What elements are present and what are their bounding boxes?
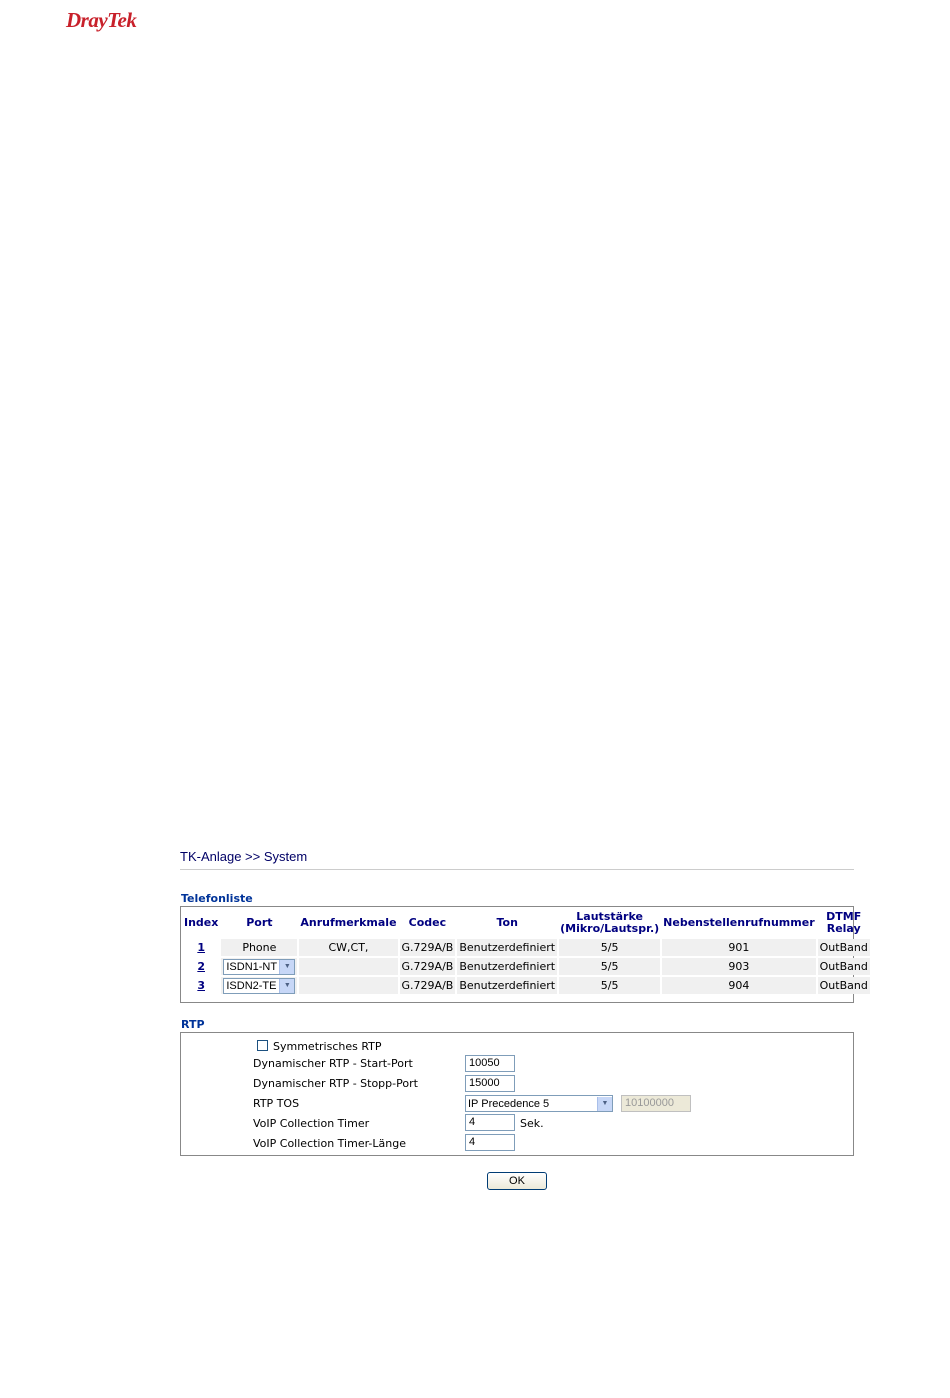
voip-timer-length-input[interactable]: 4 [465, 1134, 515, 1151]
voip-timer-unit: Sek. [520, 1117, 544, 1130]
ton-cell: Benutzerdefiniert [459, 979, 556, 992]
symmetric-rtp-checkbox[interactable] [257, 1040, 268, 1051]
stop-port-label: Dynamischer RTP - Stopp-Port [253, 1077, 418, 1090]
header-anrufmerkmale: Anrufmerkmale [300, 916, 397, 929]
index-link-3[interactable]: 3 [197, 979, 205, 992]
header-dtmf-line1: DTMF [826, 910, 862, 923]
header-codec: Codec [408, 916, 447, 929]
index-link-1[interactable]: 1 [197, 941, 205, 954]
phone-list-table [180, 906, 868, 1003]
table-row [183, 939, 870, 956]
header-index: Index [184, 916, 219, 929]
lautstaerke-cell: 5/5 [559, 958, 660, 975]
anrufmerkmale-cell [299, 958, 397, 975]
ton-cell: Benutzerdefiniert [459, 941, 556, 954]
port-select-2[interactable] [223, 959, 295, 975]
index-cell [183, 958, 219, 975]
port-select-3[interactable] [223, 978, 295, 994]
rtp-tos-value: IP Precedence 5 [468, 1097, 550, 1110]
nebenstelle-cell: 904 [662, 977, 815, 994]
port-cell [221, 977, 297, 994]
section-title-rtp: RTP [181, 1018, 205, 1031]
voip-timer-length-label: VoIP Collection Timer-Länge [253, 1137, 406, 1150]
header-port: Port [246, 916, 273, 929]
dtmf-cell: OutBand [819, 960, 868, 973]
nebenstelle-cell: 903 [662, 958, 815, 975]
table-row [183, 958, 870, 975]
rtp-tos-label: RTP TOS [253, 1097, 300, 1110]
header-dtmf [818, 909, 870, 937]
codec-cell: G.729A/B [401, 941, 454, 954]
start-port-label: Dynamischer RTP - Start-Port [253, 1057, 413, 1070]
lautstaerke-cell: 5/5 [559, 977, 660, 994]
section-title-telefonliste: Telefonliste [181, 892, 253, 905]
index-cell [183, 939, 219, 956]
anrufmerkmale-cell [299, 977, 397, 994]
codec-cell: G.729A/B [401, 960, 454, 973]
rtp-settings-panel [180, 1032, 854, 1156]
port-cell [221, 958, 297, 975]
index-link-2[interactable]: 2 [197, 960, 205, 973]
dtmf-cell: OutBand [819, 941, 868, 954]
title-divider [180, 869, 854, 870]
header-lautstaerke-line1: Lautstärke [576, 910, 643, 923]
port-cell: Phone [221, 939, 297, 956]
header-lautstaerke [559, 909, 660, 937]
draytek-logo: DrayTek [66, 8, 137, 32]
rtp-tos-bits-input: 10100000 [621, 1095, 691, 1112]
voip-timer-label: VoIP Collection Timer [253, 1117, 370, 1130]
nebenstelle-cell: 901 [662, 939, 815, 956]
rtp-tos-select[interactable] [465, 1095, 613, 1112]
lautstaerke-cell: 5/5 [559, 939, 660, 956]
header-lautstaerke-line2: (Mikro/Lautspr.) [560, 922, 660, 935]
page-title: TK-Anlage >> System [180, 849, 308, 864]
dtmf-cell: OutBand [819, 979, 868, 992]
port-select-value: ISDN1-NT [226, 960, 278, 973]
stop-port-input[interactable]: 15000 [465, 1075, 515, 1092]
ok-button[interactable]: OK [487, 1172, 547, 1190]
start-port-input[interactable]: 10050 [465, 1055, 515, 1072]
chevron-down-icon: ▼ [279, 979, 294, 993]
chevron-down-icon: ▼ [279, 960, 294, 974]
header-nebenstelle: Nebenstellenrufnummer [663, 916, 815, 929]
header-dtmf-line2: Relay [826, 922, 861, 935]
chevron-down-icon: ▼ [597, 1097, 612, 1111]
symmetric-rtp-label: Symmetrisches RTP [273, 1040, 382, 1053]
index-cell [183, 977, 219, 994]
voip-timer-input[interactable]: 4 [465, 1114, 515, 1131]
anrufmerkmale-cell: CW,CT, [299, 939, 397, 956]
header-ton: Ton [496, 916, 518, 929]
codec-cell: G.729A/B [401, 979, 454, 992]
port-select-value: ISDN2-TE [226, 979, 277, 992]
ton-cell: Benutzerdefiniert [459, 960, 556, 973]
table-header-row [183, 909, 870, 937]
table-row [183, 977, 870, 994]
